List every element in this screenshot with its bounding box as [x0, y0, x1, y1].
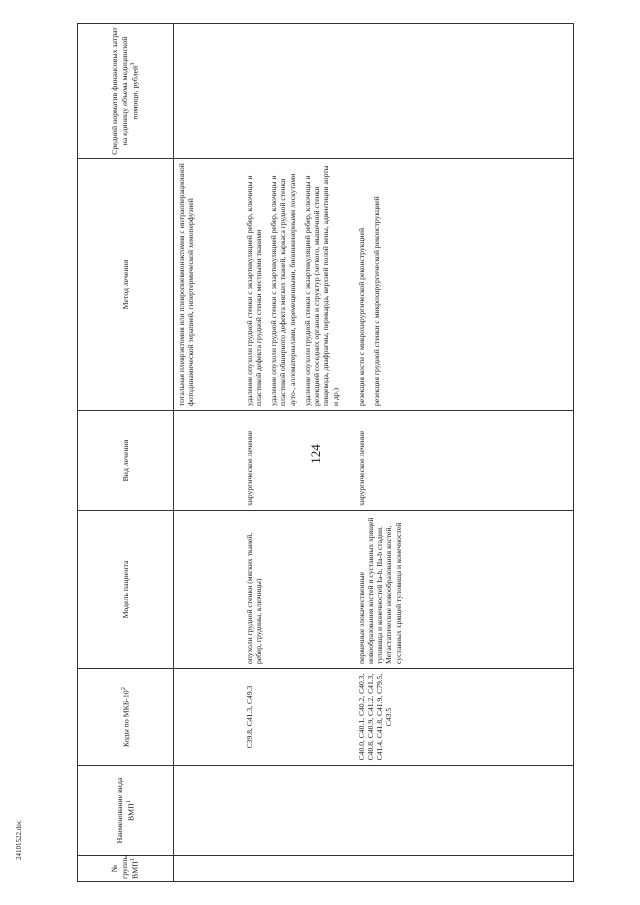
table-row: [354, 24, 574, 882]
cell-group-no: [242, 856, 354, 882]
method-item: удаление опухоли грудной стенки с экзартикуляцией ребер, ключицы и резекцией соседних органов и структур (легкого, мышечной стенки пищевода, диафрагмы, перикарда, верхней полой вены, адвентиции аорты и др.): [302, 165, 340, 406]
method-item: удаление опухоли грудной стенки с экзартикуляцией ребер, ключицы и пластикой обширного дефекта мягких тканей, каркаса грудной стенки ауто-, алломатериалами, перемещенными, биоинженерными лоскутами: [269, 173, 297, 406]
cell-treatment-type: [174, 411, 242, 511]
method-item: удаление опухоли грудной стенки с экзартикуляцией ребер, ключицы и пластикой дефекта грудной стенки местными тканями: [244, 175, 263, 406]
cell-vmp-name: [242, 766, 354, 856]
cell-treatment-type: хирургическое лечение: [354, 411, 574, 511]
table-row: [242, 24, 354, 882]
method-item: резекция грудной стенки с микрохирургической реконструкцией: [371, 196, 381, 406]
cell-patient-model: опухоли грудной стенки (мягких тканей, ребер, грудины, ключицы): [242, 511, 354, 669]
cell-group-no: [354, 856, 574, 882]
header-cost: Средний норматив финансовых затрат на единицу объема медицинской помощи, рублей$^3$: [78, 24, 174, 159]
header-patient-model: Модель пациента: [78, 511, 174, 669]
method-item: резекция кости с микрохирургической реконструкцией: [356, 227, 366, 406]
method-item: тотальная плеврэктомия или плевропневмонэктомия с интраоперационной фотодинамической терапией, гипертермической хемоперфузией: [177, 163, 196, 406]
cell-vmp-name: [354, 766, 574, 856]
cell-vmp-name: [174, 766, 242, 856]
header-vmp-name: Наименование вида ВМП$^1$: [78, 766, 174, 856]
cell-cost: [354, 24, 574, 159]
page-number: 124: [308, 444, 323, 464]
cell-patient-model: [174, 511, 242, 669]
header-treatment-method: Метод лечения: [78, 159, 174, 411]
header-mkb-codes: Коды по МКБ-$10^2$: [78, 669, 174, 766]
cell-cost: [174, 24, 242, 159]
header-treatment-type: Вид лечения: [78, 411, 174, 511]
cell-mkb-codes: C40.0, C40.1, C40.2, C40.3, C40.8, C40.9, C41.2, C41.3, C41.4, C41.8, C41.9, C79.5, C43.5: [354, 669, 574, 766]
cell-treatment-method: [242, 159, 354, 411]
cell-treatment-type: хирургическое лечение: [242, 411, 354, 511]
cell-mkb-codes: [174, 669, 242, 766]
cell-group-no: [174, 856, 242, 882]
table-header-row: [78, 24, 174, 882]
rotated-table-wrapper: [77, 24, 573, 882]
cell-cost: [242, 24, 354, 159]
document-footer-id: 24101522.doc: [15, 820, 23, 860]
cell-treatment-method: [354, 159, 574, 411]
table-row: [174, 24, 242, 882]
cell-patient-model: первичные злокачественные новообразования костей и суставных хрящей туловища и конечностей Ia-b, IIa-b стадии. Метастатические новообразования костей, суставных хрящей туловища и конечностей: [354, 511, 574, 669]
cell-mkb-codes: C39.8, C41.3, C49.3: [242, 669, 354, 766]
cell-treatment-method: [174, 159, 242, 411]
header-group-no: № группы ВМП$^1$: [78, 856, 174, 882]
vmp-table: [77, 23, 574, 882]
